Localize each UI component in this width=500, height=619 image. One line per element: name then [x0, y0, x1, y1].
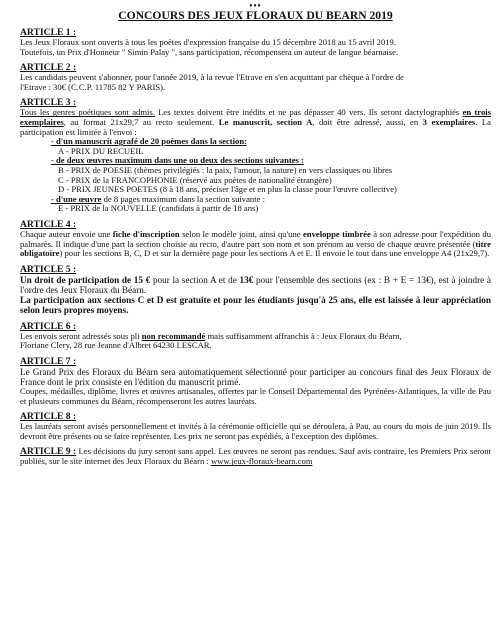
title-ornament: ♦♦♦ — [249, 3, 262, 9]
article-9-text: ARTICLE 9 : Les décisions du jury seront sans appel. Les œuvres ne seront pas rendues. Sauf avis contraire, les Premiers Prix seront publiés, sur le site internet des Jeux Floraux du Béarn : www.jeux-floraux-bearn.com — [20, 446, 491, 467]
article-4-heading: ARTICLE 4 : — [20, 218, 77, 230]
article-8-text: Les lauréats seront avisés personnellement et invités à la cérémonie officielle qui se déroulera, à Pau, au cours du mois de juin 2019. Ils devront être présents ou se faire représenter. Les prix ne seront pas expédiés, à l'exception des diplômes. — [20, 421, 491, 441]
genres-admitted: Tous les genres poétiques sont admis. — [20, 107, 155, 118]
article-6-heading: ARTICLE 6 : — [20, 320, 77, 332]
article-3-heading: ARTICLE 3 : — [20, 97, 77, 109]
article-5-fees: Un droit de participation de 15 € pour la section A et de 13€ pour l'ensemble des sections (ex : B + E = 13€), est à joindre à l'ordre des Jeux Floraux du Béarn. — [20, 274, 492, 295]
article-6 — [20, 321, 491, 351]
article-2 — [20, 62, 491, 92]
article-2-line-1: Les candidats peuvent s'abonner, pour l'année 2019, à la revue l'Etrave en s'en acquittant par chèque à l'ordre de — [20, 72, 404, 83]
article-8-heading: ARTICLE 8 : — [20, 411, 77, 423]
article-5-heading: ARTICLE 5 : — [20, 263, 77, 275]
article-1 — [20, 27, 491, 57]
article-3-intro: Tous les genres poétiques sont admis. Les textes doivent être inédits et ne pas dépasser 40 vers. Ils seront dactylographiés en trois exemplaires, au format 21x29,7 au recto seulement. Le manuscrit, section A, doit être adressé, aussi, en 3 exemplaires. La participation est limitée à l'envoi : — [20, 107, 491, 137]
list-two-works: - de deux œuvres maximum dans une ou deux des sections suivantes : — [51, 155, 304, 166]
section-a: A - PRIX DU RECUEIL — [58, 145, 144, 156]
article-7 — [20, 356, 491, 407]
article-1-line-2: Toutefois, un Prix d'Honneur " Simin Palay ", sans participation, récompensera un auteur de langue béarnaise. — [20, 46, 399, 57]
list-manuscript: - d'un manuscrit agrafé de 20 poèmes dans la section: — [51, 136, 247, 147]
section-b: B - PRIX de POESIE (thèmes privilégiés : la paix, l'amour, la nature) en vers classiques ou libres — [58, 164, 393, 175]
article-4 — [20, 219, 491, 259]
article-9-heading: ARTICLE 9 : — [20, 446, 77, 458]
section-d: D - PRIX JEUNES POETES (8 à 18 ans, préciser l'âge et en plus la classe pour l'œuvre collective) — [58, 184, 397, 195]
article-4-text: Chaque auteur envoie une fiche d'inscription selon le modèle joint, ainsi qu'une enveloppe timbrée à son adresse pour l'expédition du palmarès. Il indique d'une part la section choisie au recto, d'autre part son nom et son prénom au verso de chaque œuvre présentée (titre obligatoire) pour les sections B, C, D et sur la dernière page pour les sections A et E. Il envoie le tout dans une enveloppe A4 (21x29,7). — [20, 228, 491, 259]
article-8 — [20, 411, 491, 441]
list-one-work: - d'une œuvre de 8 pages maximum dans la section suivante : — [51, 193, 265, 204]
website-link[interactable]: www.jeux-floraux-bearn.com — [210, 456, 313, 467]
article-6-line-1: Les envois seront adressés sous pli non recommandé mais suffisamment affranchis à : Jeux Floraux du Béarn, — [20, 330, 402, 341]
article-6-address: Floriane Clery, 28 rue Jeanne d'Albret 64230 LESCAR. — [20, 340, 212, 351]
article-2-line-2: l'Etrave : 30€ (C.C.P. 11785 82 Y PARIS). — [20, 81, 166, 92]
article-5-free-sections: La participation aux sections C et D est gratuite et pour les étudiants jusqu'à 25 ans, elle est laissée à leur appréciation selon leurs propres moyens. — [20, 295, 491, 316]
manuscript-section-a: Le manuscrit, section A — [218, 116, 313, 127]
article-9 — [20, 446, 491, 467]
section-c: C - PRIX de la FRANCOPHONIE (réservé aux poètes de nationalité étrangère) — [58, 174, 332, 185]
article-7-grand-prix: Le Grand Prix des Floraux du Béarn sera automatiquement sélectionné pour participer au concours final des Jeux Floraux de France dont le prix consiste en l'édition du manuscrit primé. — [20, 366, 491, 387]
article-7-heading: ARTICLE 7 : — [20, 355, 77, 367]
article-1-heading: ARTICLE 1 : — [20, 27, 77, 38]
article-2-heading: ARTICLE 2 : — [20, 62, 77, 74]
three-copies-emphasis-2: 3 exemplaires — [422, 116, 476, 127]
section-e: E - PRIX de la NOUVELLE (candidats à partir de 18 ans) — [58, 203, 259, 214]
article-5 — [20, 264, 491, 316]
three-copies-emphasis: en trois exemplaires — [20, 107, 491, 127]
document-title: CONCOURS DES JEUX FLORAUX DU BEARN 2019 — [118, 9, 393, 22]
article-1-line-1: Les Jeux Floraux sont ouverts à tous les poètes d'expression française du 15 décembre 2018 au 15 avril 2019. — [20, 37, 397, 47]
article-3 — [20, 97, 491, 214]
article-7-rewards: Coupes, médailles, diplôme, livres et œuvres artisanales, offertes par le Conseil Départemental des Pyrénées-Atlantiques, la ville de Pau et plusieurs communes du Béarn, récompenseront les autres lauréats. — [20, 386, 491, 406]
